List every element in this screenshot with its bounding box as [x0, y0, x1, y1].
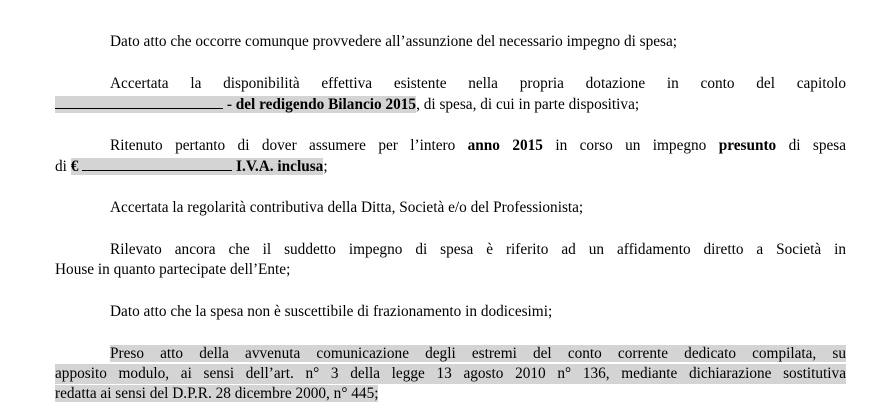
p3-f: di: [55, 158, 71, 175]
bilancio-bold: - del redigendo Bilancio 2015: [223, 96, 417, 113]
euro-symbol: €: [70, 158, 79, 175]
p3-a: Ritenuto pertanto di dover assumere per l’intero: [110, 137, 468, 154]
p7-line2: apposito modulo, ai sensi dell’art. n° 3 della legge 13 agosto 2010 n° 136, mediante dichiarazione sostitutiva: [55, 365, 846, 382]
p2-line1: Accertata la disponibilità effettiva esistente nella propria dotazione in conto del capitolo: [110, 75, 846, 92]
paragraph-ritenuto: [55, 136, 846, 177]
highlight-capitolo: [55, 96, 416, 113]
p3-c: in corso un impegno: [542, 137, 719, 154]
highlight-importo: [71, 158, 324, 175]
p4-text: Accertata la regolarità contributiva della Ditta, Società e/o del Professionista;: [110, 199, 584, 216]
p5-line2: House in quanto partecipate dell’Ente;: [55, 261, 291, 278]
anno-bold: anno 2015: [467, 137, 543, 154]
p3-line1: [55, 136, 846, 156]
paragraph-impegno-spesa: [55, 32, 846, 52]
p3-e: di spesa: [776, 137, 847, 154]
blank-capitolo: [55, 94, 223, 109]
p7-line3-text: redatta ai sensi del D.P.R. 28 dicembre 2000, n° 445;: [55, 385, 379, 402]
blank-importo: [82, 156, 232, 171]
p7-line3: [55, 384, 846, 404]
paragraph-rilevato: [55, 240, 846, 280]
paragraph-disponibilita: [55, 74, 846, 115]
p3-line2: [55, 156, 846, 177]
p3-end: ;: [323, 158, 328, 175]
iva-bold: I.V.A. inclusa: [232, 158, 324, 175]
p5-line1: Rilevato ancora che il suddetto impegno di spesa è riferito ad un affidamento diretto a Società in: [110, 241, 846, 258]
p7-line1: [55, 344, 846, 364]
p1-text: Dato atto che occorre comunque provvedere all’assunzione del necessario impegno di spesa;: [110, 33, 678, 50]
paragraph-regolarita: [55, 198, 846, 218]
paragraph-preso-atto: [55, 344, 846, 404]
p2-rest: , di spesa, di cui in parte dispositiva;: [416, 96, 640, 113]
p6-text: Dato atto che la spesa non è suscettibile di frazionamento in dodicesimi;: [110, 303, 553, 320]
presunto-bold: presunto: [718, 137, 777, 154]
p7-line1-text: Preso atto della avvenuta comunicazione degli estremi del conto corrente dedicato compilata, su: [110, 345, 846, 362]
paragraph-dodicesimi: [55, 302, 846, 322]
p2-line2: [55, 94, 846, 115]
